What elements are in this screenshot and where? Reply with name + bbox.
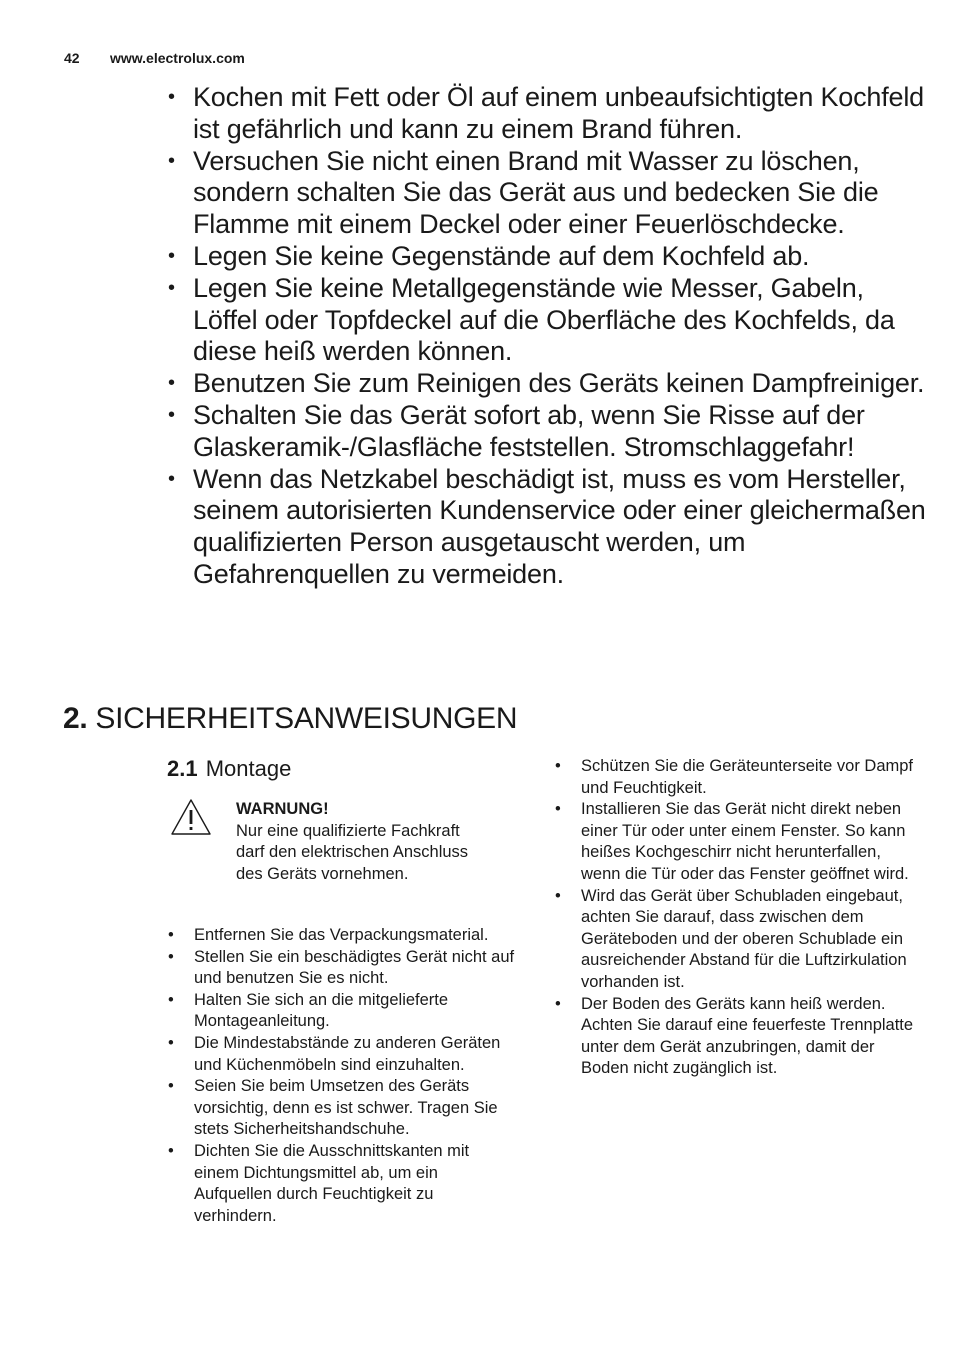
list-item: • Installieren Sie das Gerät nicht direkt neben einer Tür oder unter einem Fenster. So kann heißes Kochgeschirr nicht herunterfallen, wenn die Tür oder das Fenster geöffnet wird. <box>555 799 915 885</box>
warning-box <box>236 799 476 885</box>
list-item: • Die Mindestabstände zu anderen Geräten und Küchenmöbeln sind einzuhalten. <box>168 1033 518 1076</box>
list-item: • Schützen Sie die Geräteunterseite vor Dampf und Feuchtigkeit. <box>555 756 915 799</box>
list-item: • Wird das Gerät über Schubladen eingebaut, achten Sie darauf, dass zwischen dem Geräteboden und der oberen Schublade ein ausreichender Abstand für die Luftzirkulation vorhanden ist. <box>555 886 915 994</box>
warning-text: Nur eine qualifizierte Fachkraft darf den elektrischen Anschluss des Geräts vornehmen. <box>236 821 469 883</box>
list-item: • Dichten Sie die Ausschnittskanten mit einem Dichtungsmittel ab, um ein Aufquellen durch Feuchtigkeit zu verhindern. <box>168 1141 518 1227</box>
list-item: • Halten Sie sich an die mitgelieferte Montageanleitung. <box>168 990 518 1033</box>
section-title: SICHERHEITSANWEISUNGEN <box>95 702 518 735</box>
right-bullet-list <box>555 756 915 1080</box>
subsection-heading <box>167 756 291 782</box>
list-item: • Kochen mit Fett oder Öl auf einem unbeaufsichtigten Kochfeld ist gefährlich und kann zu einem Brand führen. <box>168 82 928 146</box>
warning-title: WARNUNG! <box>236 800 329 818</box>
list-item: • Legen Sie keine Metallgegenstände wie Messer, Gabeln, Löffel oder Topfdeckel auf die Oberfläche des Kochfelds, da diese heiß werden können. <box>168 273 928 368</box>
section-number: 2. <box>63 702 88 735</box>
warning-triangle-icon <box>170 798 212 836</box>
list-item: • Schalten Sie das Gerät sofort ab, wenn Sie Risse auf der Glaskeramik-/Glasfläche feststellen. Stromschlaggefahr! <box>168 400 928 464</box>
list-item: • Wenn das Netzkabel beschädigt ist, muss es vom Hersteller, seinem autorisierten Kundenservice oder einer gleichermaßen qualifizierten Person ausgetauscht werden, um Gefahrenquellen zu vermeiden. <box>168 464 928 591</box>
list-item: • Versuchen Sie nicht einen Brand mit Wasser zu löschen, sondern schalten Sie das Gerät aus und bedecken Sie die Flamme mit einem Deckel oder einer Feuerlöschdecke. <box>168 146 928 241</box>
subsection-title: Montage <box>205 756 292 781</box>
page-header <box>64 50 245 66</box>
list-item: • Legen Sie keine Gegenstände auf dem Kochfeld ab. <box>168 241 928 273</box>
intro-bullet-list <box>168 82 928 591</box>
website-link[interactable]: www.electrolux.com <box>110 50 245 66</box>
page-number: 42 <box>64 50 80 66</box>
list-item: • Stellen Sie ein beschädigtes Gerät nicht auf und benutzen Sie es nicht. <box>168 947 518 990</box>
left-bullet-list <box>168 925 518 1227</box>
section-heading <box>63 702 517 736</box>
subsection-number: 2.1 <box>167 756 198 781</box>
list-item: • Entfernen Sie das Verpackungsmaterial. <box>168 925 518 947</box>
list-item: • Der Boden des Geräts kann heiß werden. Achten Sie darauf eine feuerfeste Trennplatte unter dem Gerät anzubringen, damit der Boden nicht zugänglich ist. <box>555 994 915 1080</box>
list-item: • Benutzen Sie zum Reinigen des Geräts keinen Dampfreiniger. <box>168 368 928 400</box>
list-item: • Seien Sie beim Umsetzen des Geräts vorsichtig, denn es ist schwer. Tragen Sie stets Sicherheitshandschuhe. <box>168 1076 518 1141</box>
